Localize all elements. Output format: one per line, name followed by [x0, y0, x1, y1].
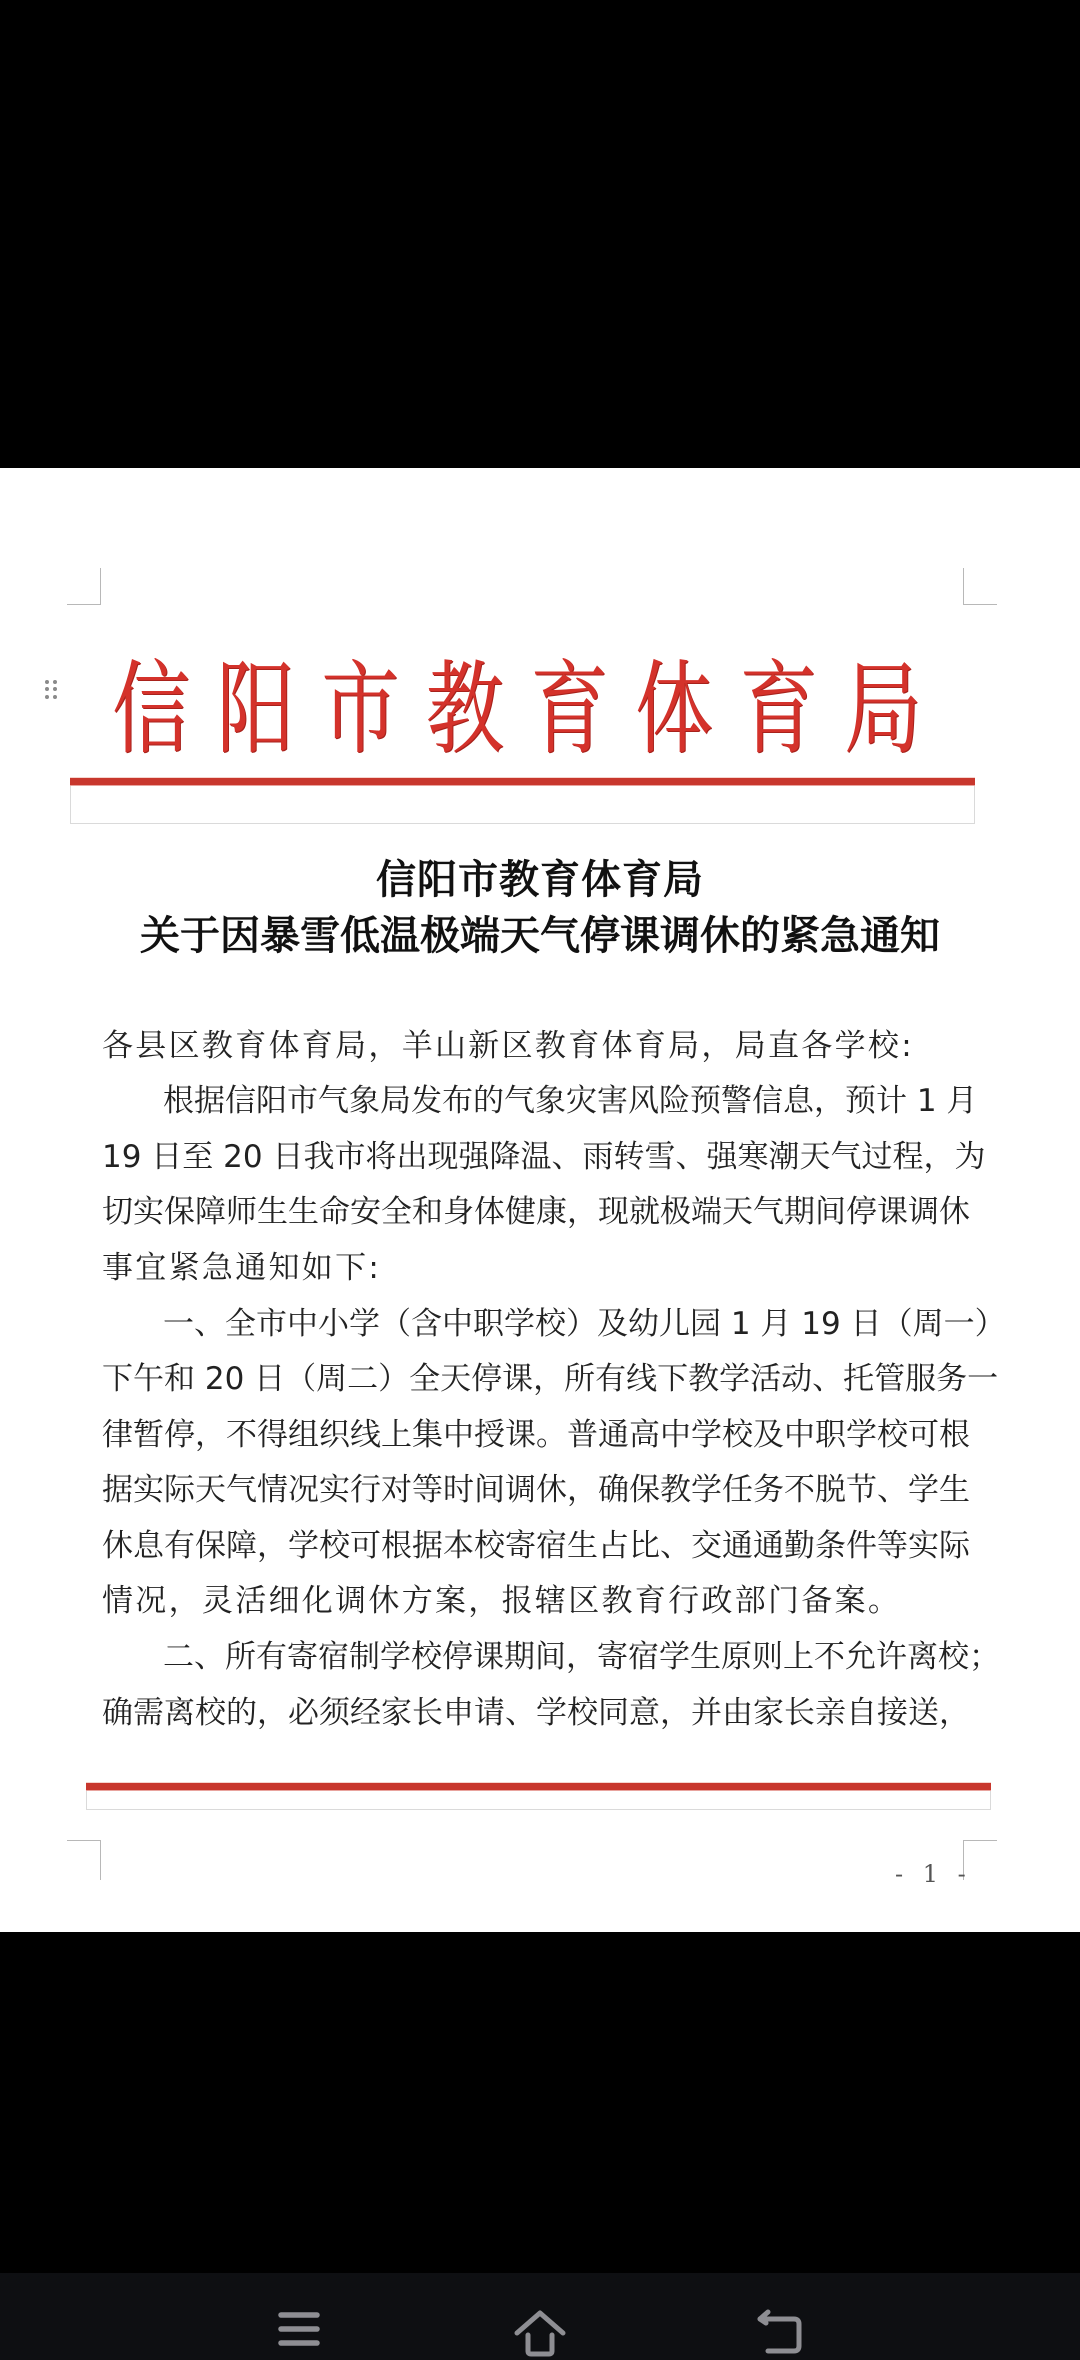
document-page[interactable] — [0, 468, 1080, 1932]
drag-handle-icon[interactable] — [45, 680, 59, 700]
corner-mark-top-left — [67, 568, 101, 605]
body-line: 一、全市中小学（含中职学校）及幼儿园 1 月 19 日（周一） — [163, 1306, 1006, 1342]
page-number: - 1 - — [895, 1860, 972, 1888]
body-line: 根据信阳市气象局发布的气象灾害风险预警信息，预计 1 月 — [163, 1083, 978, 1119]
body-line: 据实际天气情况实行对等时间调休，确保教学任务不脱节、学生 — [102, 1472, 970, 1508]
masthead-char: 体 — [634, 651, 713, 769]
body-line: 确需离校的，必须经家长申请、学校同意，并由家长亲自接送， — [102, 1695, 970, 1731]
masthead-char: 阳 — [216, 651, 295, 769]
body-line: 下午和 20 日（周二）全天停课，所有线下教学活动、托管服务一 — [102, 1361, 999, 1397]
masthead-title — [112, 650, 922, 770]
document-title-line2: 关于因暴雪低温极端天气停课调休的紧急通知 — [140, 912, 940, 959]
corner-mark-bottom-left — [67, 1840, 101, 1880]
back-button[interactable] — [750, 2309, 810, 2360]
body-line: 律暂停，不得组织线上集中授课。普通高中学校及中职学校可根 — [102, 1417, 970, 1453]
body-line: 切实保障师生生命安全和身体健康，现就极端天气期间停课调休 — [102, 1194, 970, 1230]
masthead-char: 市 — [321, 651, 400, 769]
system-navigation-bar — [0, 2273, 1080, 2360]
masthead-char: 信 — [112, 651, 191, 769]
masthead-char: 局 — [843, 651, 922, 769]
masthead-red-rule — [70, 778, 975, 824]
body-line: 事宜紧急通知如下: — [102, 1250, 382, 1286]
corner-mark-top-right — [963, 568, 997, 605]
home-button[interactable] — [510, 2309, 570, 2360]
masthead-char: 育 — [739, 651, 818, 769]
menu-button[interactable] — [269, 2309, 329, 2360]
home-icon — [512, 2309, 568, 2357]
top-black-area — [0, 0, 1080, 468]
footer-red-rule — [86, 1783, 991, 1810]
back-icon — [752, 2309, 808, 2355]
red-rule-bar — [86, 1783, 991, 1790]
bottom-black-area — [0, 1932, 1080, 2273]
masthead-char: 育 — [530, 651, 609, 769]
body-line-addressee: 各县区教育体育局，羊山新区教育体育局，局直各学校: — [102, 1028, 914, 1064]
red-rule-bar — [70, 778, 975, 785]
body-line: 休息有保障，学校可根据本校寄宿生占比、交通通勤条件等实际 — [102, 1528, 970, 1564]
body-line: 情况，灵活细化调休方案，报辖区教育行政部门备案。 — [102, 1583, 902, 1619]
body-line: 19 日至 20 日我市将出现强降温、雨转雪、强寒潮天气过程，为 — [102, 1139, 986, 1175]
body-line: 二、所有寄宿制学校停课期间，寄宿学生原则上不允许离校； — [163, 1639, 1000, 1675]
document-title-line1: 信阳市教育体育局 — [376, 856, 704, 903]
menu-icon — [276, 2309, 322, 2349]
masthead-char: 教 — [425, 651, 504, 769]
